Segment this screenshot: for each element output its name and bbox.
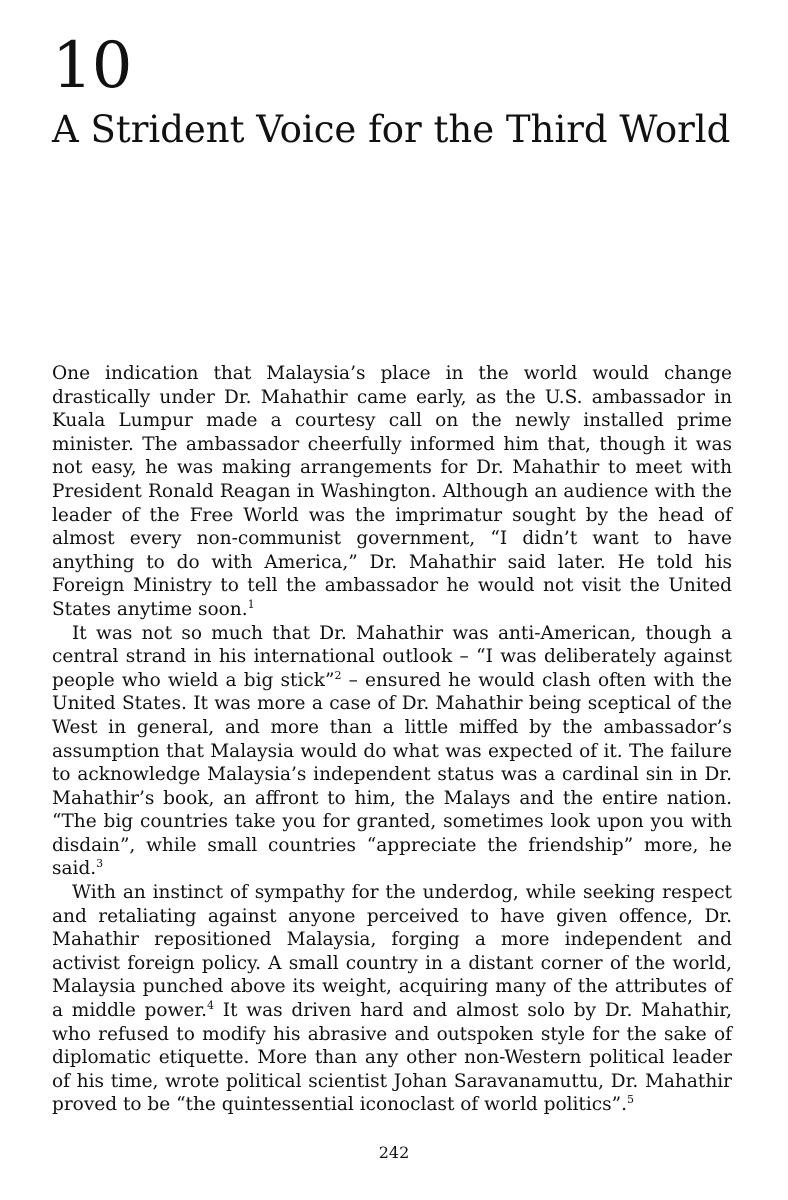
paragraph-1-text: One indication that Malaysia’s place in the world would change drastically under Dr. Mahathir came early, as the U.S. ambassador in Kuala Lumpur made a courtesy call on the newly installed prime minister. The ambassador cheerfully informed him that, though it was not easy, he was making arrangements for Dr. Mahathir to meet with President Ronald Reagan in Washington. Although an audience with the leader of the Free World was the imprimatur sought by the head of almost every non-communist government, “I didn’t want to have anything to do with America,” Dr. Mahathir said later. He told his Foreign Ministry to tell the ambassador he would not visit the United States anytime soon. — [52, 363, 732, 620]
paragraph-3-text-b: It was driven hard and almost solo by Dr. Mahathir, who refused to modify his abrasive and outspoken style for the sake of diplomatic etiquette. More than any other non-Western political leader of his time, wrote political scientist Johan Saravanamuttu, Dr. Mahathir proved to be “the quintessential iconoclast of world politics”. — [52, 1000, 732, 1116]
page-number: 242 — [378, 1143, 410, 1162]
footnote-ref-1: 1 — [247, 597, 255, 611]
paragraph-2-text-a: It was not so much that Dr. Mahathir was anti-American, though a central strand in his international outlook – “I was deliberately against people who wield a big stick” — [52, 622, 732, 691]
paragraph-3-text-a: With an instinct of sympathy for the underdog, while seeking respect and retaliating against anyone perceived to have given offence, Dr. Mahathir repositioned Malaysia, forging a more independent and activist foreign policy. A small country in a distant corner of the world, Malaysia punched above its weight, acquiring many of the attributes of a middle power. — [52, 882, 732, 1022]
chapter-title: A Strident Voice for the Third World — [52, 108, 731, 151]
footnote-ref-4: 4 — [207, 998, 215, 1012]
footnote-ref-3: 3 — [96, 857, 104, 871]
paragraph-1 — [52, 362, 732, 622]
footnote-ref-5: 5 — [626, 1093, 634, 1107]
footnote-ref-2: 2 — [334, 668, 342, 682]
paragraph-2-text-b: – ensured he would clash often with the United States. It was more a case of Dr. Mahathir being sceptical of the West in general, and more than a little miffed by the ambassador’s assumption that Malaysia would do what was expected of it. The failure to acknowledge Malaysia’s independent status was a cardinal sin in Dr. Mahathir’s book, an affront to him, the Malays and the entire nation. “The big countries take you for granted, sometimes look upon you with disdain”, while small countries “appreciate the friendship” more, he said. — [52, 669, 732, 880]
paragraph-3 — [52, 881, 732, 1117]
body-text — [52, 362, 732, 1117]
paragraph-2 — [52, 622, 732, 882]
chapter-number: 10 — [52, 29, 132, 103]
